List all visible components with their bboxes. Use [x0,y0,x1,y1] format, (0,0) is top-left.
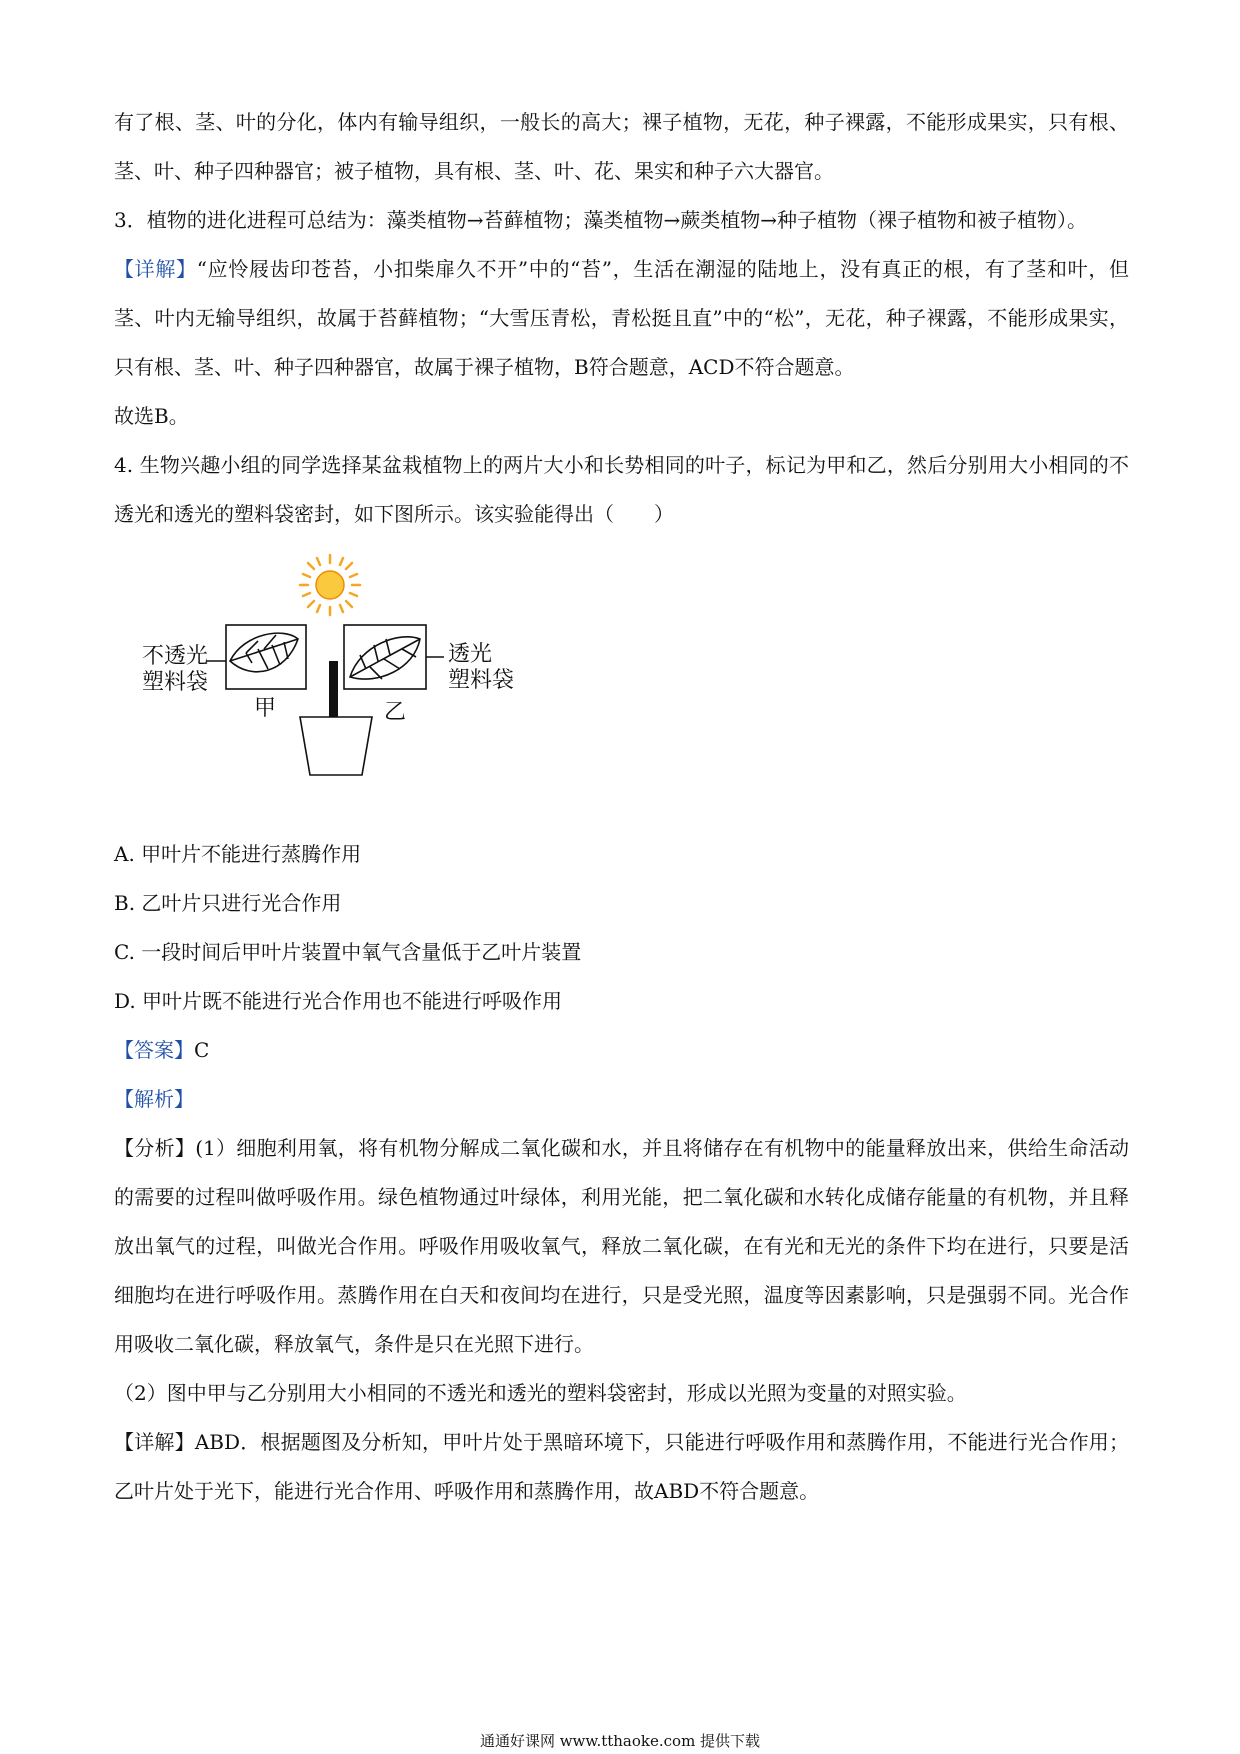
option-b: B. 乙叶片只进行光合作用 [114,891,342,915]
plant-stem [329,661,338,717]
leaf-b-label: 乙 [384,700,407,725]
analysis-text-1: (1）细胞利用氧，将有机物分解成二氧化碳和水，并且将储存在有机物中的能量释放出来，供给生命活动的需要的过程叫做呼吸作用。绿色植物通过叶绿体，利用光能，把二氧化碳和水转化成储存能量的有机物，并且释放出氧气的过程，叫做光合作用。呼吸作用吸收氧气，释放二氧化碳，在有光和无光的条件下均在进行，只要是活细胞均在进行呼吸作用。蒸腾作用在白天和夜间均在进行，只是受光照，温度等因素影响，只是强弱不同。光合作用吸收二氧化碳，释放氧气，条件是只在光照下进行。 [114,1136,1130,1356]
detail-tag-2: 【详解】 [114,1430,195,1454]
question-4: 4. 生物兴趣小组的同学选择某盆栽植物上的两片大小和长势相同的叶子，标记为甲和乙，然后分别用大小相同的不透光和透光的塑料袋密封，如下图所示。该实验能得出（ ） [114,453,1129,526]
transparent-bag-label-2: 塑料袋 [448,668,515,693]
analysis-tag: 【解析】 [114,1087,194,1111]
analysis-label: 【分析】 [114,1136,196,1160]
option-d: D. 甲叶片既不能进行光合作用也不能进行呼吸作用 [114,989,563,1013]
detail-text-2: ABD．根据题图及分析知，甲叶片处于黑暗环境下，只能进行呼吸作用和蒸腾作用，不能进行光合作用；乙叶片处于光下，能进行光合作用、呼吸作用和蒸腾作用，故ABD不符合题意。 [114,1430,1129,1503]
analysis-paragraph-1 [114,1124,1129,1369]
paragraph-evolution: 3．植物的进化进程可总结为：藻类植物→苔藓植物；藻类植物→蕨类植物→种子植物（裸子植物和被子植物）。 [114,208,1087,232]
answer-line [114,1026,1129,1075]
detail-paragraph-1 [114,245,1129,392]
leaf-a-label: 甲 [254,696,277,721]
document-page [114,98,1129,1516]
experiment-figure [134,553,534,818]
transparent-bag-label-1: 透光 [448,642,493,667]
choose-b-line: 故选B。 [114,404,189,428]
answer-value: C [194,1038,210,1062]
flower-pot [300,717,372,775]
analysis-paragraph-2: （2）图中甲与乙分别用大小相同的不透光和透光的塑料袋密封，形成以光照为变量的对照实验。 [114,1381,967,1405]
option-a: A. 甲叶片不能进行蒸腾作用 [114,842,362,866]
transparent-bag [344,625,426,689]
detail-paragraph-2 [114,1418,1129,1516]
sun-icon [300,555,360,615]
detail-tag: 【详解】 [114,257,197,281]
answer-tag: 【答案】 [114,1038,194,1062]
page-footer: 通通好课网 www.tthaoke.com 提供下载 [479,1732,761,1750]
detail-text: “应怜屐齿印苍苔，小扣柴扉久不开”中的“苔”，生活在潮湿的陆地上，没有真正的根，有了茎和叶，但茎、叶内无输导组织，故属于苔藓植物；“大雪压青松，青松挺且直”中的“松”，无花，种子裸露，不能形成果实，只有根、茎、叶、种子四种器官，故属于裸子植物，B符合题意，ACD不符合题意。 [114,257,1129,379]
opaque-bag-label-1: 不透光 [142,644,209,669]
option-c: C. 一段时间后甲叶片装置中氧气含量低于乙叶片装置 [114,940,582,964]
opaque-bag-label-2: 塑料袋 [142,670,209,695]
paragraph-plant-organs: 有了根、茎、叶的分化，体内有输导组织，一般长的高大；裸子植物，无花，种子裸露，不能形成果实，只有根、茎、叶、种子四种器官；被子植物，具有根、茎、叶、花、果实和种子六大器官。 [114,110,1129,183]
